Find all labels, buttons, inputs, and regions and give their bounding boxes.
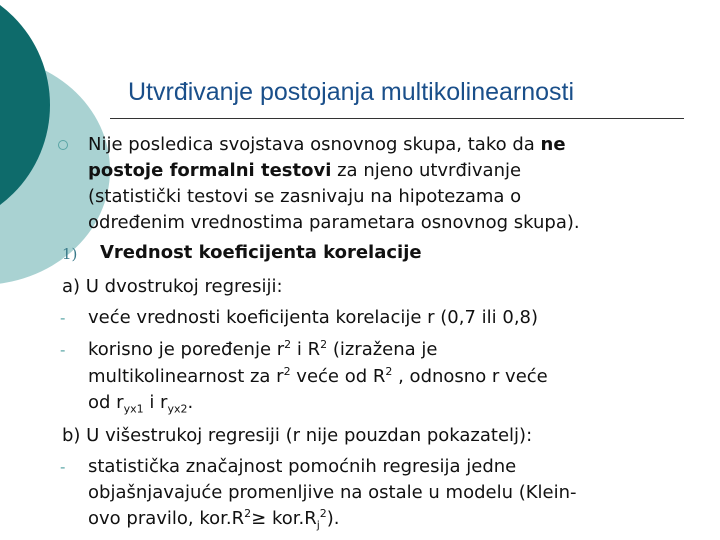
subscript: yx2 [167, 402, 188, 416]
item1-bold-text: ne [540, 134, 566, 155]
superscript: 2 [320, 338, 328, 351]
b1-line2: objašnjavajuće promenljive na ostale u modelu (Klein- [88, 482, 577, 503]
dash-marker: - [60, 341, 66, 359]
a2-text: veće od R [290, 366, 386, 387]
b1-text: ). [326, 508, 340, 529]
b1-line1: statistička značajnost pomoćnih regresija jedne [88, 456, 517, 477]
superscript: 2 [319, 507, 327, 520]
a1-text: veće vrednosti koeficijenta korelacije r (0,7 ili 0,8) [88, 307, 539, 328]
b-heading: b) U višestrukoj regresiji (r nije pouzdan pokazatelj): [62, 425, 533, 446]
circle-bullet-icon [58, 140, 68, 150]
a2-text: korisno je poređenje r [88, 339, 285, 360]
item1-bold-text: postoje formalni testovi [88, 160, 332, 181]
dash-marker: - [60, 458, 66, 476]
a2-text: (izražena je [327, 339, 438, 360]
a2-text: multikolinearnost za r [88, 366, 284, 387]
a2-text: i r [143, 392, 168, 413]
title-underline [110, 118, 684, 119]
a2-text: , odnosno r veće [392, 366, 548, 387]
numbered-marker: 1) [62, 245, 78, 263]
a2-text: od r [88, 392, 124, 413]
a2-text: i R [291, 339, 321, 360]
subscript: j [316, 518, 320, 532]
item2-heading [100, 242, 422, 264]
item1-text: Nije posledica svojstava osnovnog skupa, tako da [88, 134, 541, 155]
a2-line3 [88, 392, 193, 414]
b1-text: ovo pravilo, kor.R [88, 508, 245, 529]
a2-text: . [187, 392, 194, 413]
a2-line2 [88, 366, 548, 388]
item1-text: za njeno utvrđivanje [331, 160, 522, 181]
b1-line3 [88, 508, 340, 530]
superscript: 2 [283, 365, 291, 378]
a-heading: a) U dvostrukoj regresiji: [62, 276, 283, 297]
subscript: yx1 [123, 402, 144, 416]
dash-marker: - [60, 309, 66, 327]
b1-text: ≥ kor.R [251, 508, 317, 529]
superscript: 2 [244, 507, 252, 520]
item2-text: Vrednost koeficijenta korelacije [100, 242, 422, 263]
item1-line4: određenim vrednostima parametara osnovnog skupa). [88, 212, 580, 233]
superscript: 2 [284, 338, 292, 351]
slide-title: Utvrđivanje postojanja multikolinearnosti [128, 78, 575, 106]
item1-line2 [88, 160, 521, 182]
item1-line3: (statistički testovi se zasnivaju na hipotezama o [88, 186, 522, 207]
a2-line1 [88, 339, 437, 361]
item1-line1 [88, 134, 566, 156]
superscript: 2 [385, 365, 393, 378]
